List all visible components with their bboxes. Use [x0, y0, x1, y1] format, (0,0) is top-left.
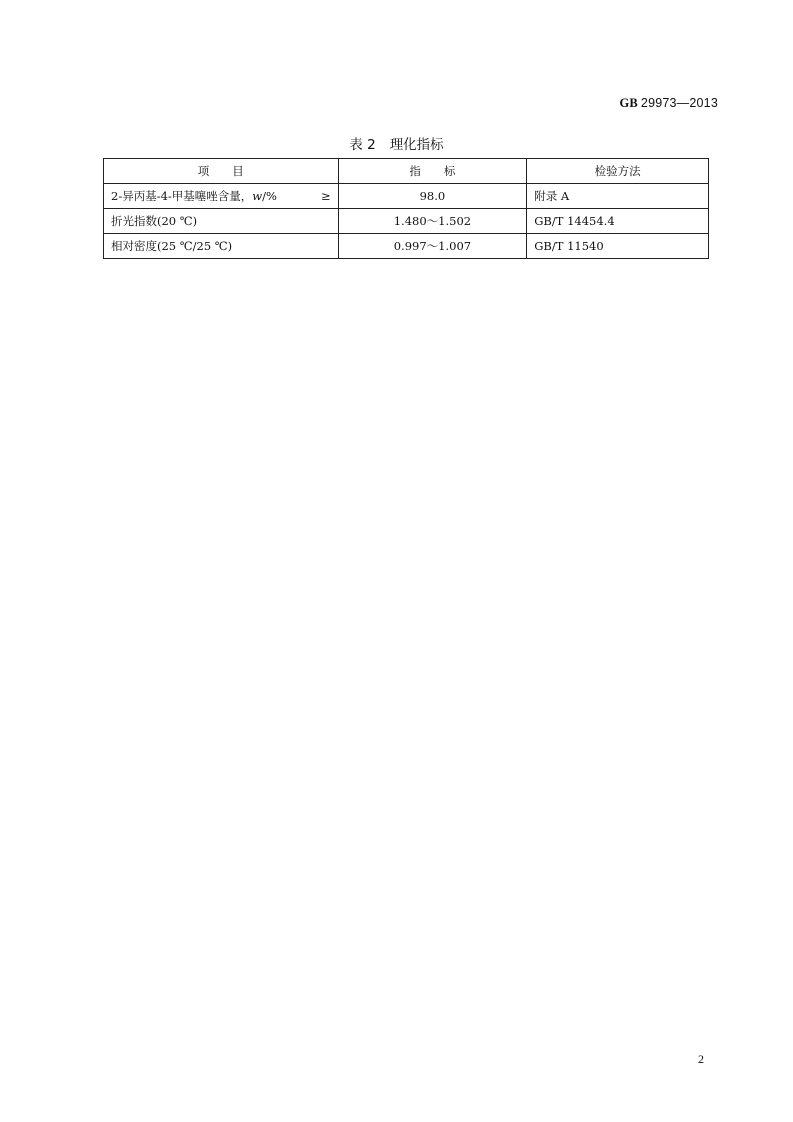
header-item: 项 目 [104, 159, 339, 184]
table-number: 表 2 [349, 137, 376, 153]
table-row [104, 234, 709, 259]
value-cell: 1.480～1.502 [338, 209, 527, 234]
item-variable: w [252, 189, 263, 203]
physicochemical-indicators-table [103, 158, 709, 259]
item-text: 2-异丙基-4-甲基噻唑含量， [111, 189, 253, 203]
item-unit: /% [262, 189, 277, 203]
method-cell: GB/T 14454.4 [527, 209, 709, 234]
standard-code [619, 96, 718, 111]
table-row [104, 209, 709, 234]
item-cell: 折光指数(20 ℃) [104, 209, 339, 234]
header-indicator: 指 标 [338, 159, 527, 184]
operator-symbol: ≥ [320, 189, 331, 203]
standard-number: 29973—2013 [640, 96, 718, 110]
table-header-row [104, 159, 709, 184]
item-cell [104, 184, 339, 209]
header-test-method: 检验方法 [527, 159, 709, 184]
value-cell: 98.0 [338, 184, 527, 209]
table-row [104, 184, 709, 209]
table-title: 理化指标 [389, 137, 444, 153]
table-caption [0, 133, 793, 153]
item-cell: 相对密度(25 ℃/25 ℃) [104, 234, 339, 259]
method-cell: GB/T 11540 [527, 234, 709, 259]
method-cell: 附录 A [527, 184, 709, 209]
standard-prefix: GB [619, 96, 638, 110]
page-number: 2 [698, 1052, 704, 1066]
value-cell: 0.997～1.007 [338, 234, 527, 259]
